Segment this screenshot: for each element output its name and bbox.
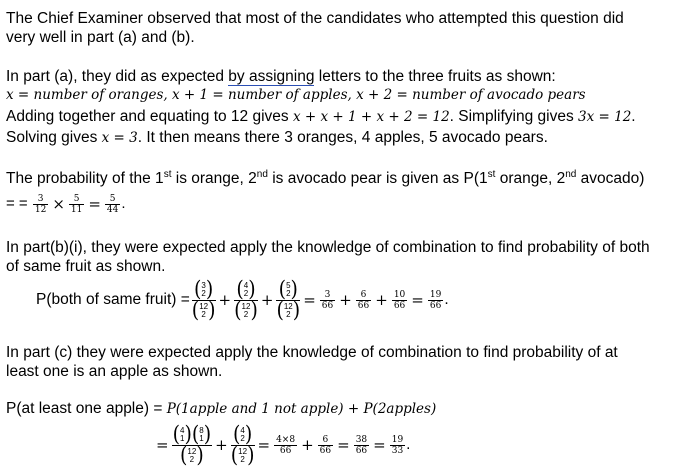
fraction-3-66 [320, 290, 335, 311]
part-a-line-1 [6, 67, 556, 86]
part-c-line-2: least one is an apple as shown. [6, 363, 223, 380]
prob-text-3: is avocado pear is given as P(1 [267, 170, 488, 187]
prob-text-4: orange, 2 [495, 170, 566, 187]
frac-num: 19 [391, 434, 404, 445]
equals-sign: = [337, 436, 350, 454]
end-period: . [444, 291, 449, 308]
part-a-text-1: In part (a), they did as expected [6, 68, 229, 85]
prob-text-2: is orange, 2 [171, 170, 257, 187]
frac-den: 66 [319, 445, 332, 456]
probability-line [6, 169, 644, 188]
binom-top: 4 [180, 426, 185, 436]
binom-fraction-4: ( 4 2 ) ( 12 2 ) [234, 275, 258, 323]
equals-sign: = [88, 195, 101, 214]
equals-sign: = [411, 291, 424, 309]
binom-top: 12 [187, 447, 197, 457]
apple-label: P(at least one apple) = [6, 400, 167, 417]
sup-nd-2: nd [565, 169, 577, 180]
solution-equation: x = 3 [101, 130, 138, 146]
plus-sign: + [375, 291, 388, 309]
part-a-text-2: letters to the three fruits as shown: [314, 68, 556, 85]
binom-top: 4 [243, 281, 249, 291]
same-fruit-label: P(both of same fruit) = [36, 291, 190, 308]
binom-fraction-3: ( 3 2 ) ( 12 2 ) [191, 275, 216, 323]
plus-sign: + [339, 291, 352, 309]
binom-top: 12 [238, 447, 248, 457]
binom-bottom: 1 [199, 434, 204, 444]
part-a-line-3 [6, 107, 636, 127]
binom-bottom: 2 [286, 310, 291, 320]
apple-expression: P(1apple and 1 not apple) + P(2apples) [166, 401, 437, 417]
equals-sign: = [156, 436, 169, 454]
end-period: . [121, 195, 126, 213]
binom-fraction-4-2: ( 4 2 ) ( 12 2 ) [230, 420, 255, 468]
adding-text: Adding together and equating to 12 gives [6, 108, 293, 125]
part-b-line-1: In part(b)(i), they were expected apply the knowledge of combination to find probability of both [6, 239, 650, 256]
frac-den: 66 [321, 300, 334, 311]
frac-num: 6 [356, 290, 371, 301]
plus-sign: + [301, 436, 314, 454]
frac-num: 6 [318, 435, 333, 446]
frac-num: 38 [355, 434, 368, 445]
binom-top: 3 [201, 281, 206, 291]
binom-bottom: 2 [240, 455, 245, 465]
prob-text-1: The probability of the 1 [6, 170, 164, 187]
binom-bottom: 2 [201, 289, 206, 299]
apple-probability-line [6, 399, 436, 419]
same-fruit-equation [36, 275, 449, 325]
intro-line-2: very well in part (a) and (b). [6, 29, 195, 46]
sup-st-1: st [163, 169, 172, 180]
frac-den: 66 [279, 445, 292, 456]
fraction-5-44 [105, 194, 120, 215]
plus-sign: + [260, 291, 274, 309]
underlined-phrase: by assigning [228, 68, 315, 85]
frac-den: 12 [34, 204, 47, 215]
intro-line-1: The Chief Examiner observed that most of the candidates who attempted this question did [6, 10, 624, 27]
plus-sign: + [215, 436, 228, 454]
frac-den: 66 [429, 300, 442, 311]
apple-equation [156, 420, 410, 470]
binom-fraction-5: ( 5 2 ) ( 12 2 ) [276, 275, 301, 323]
binom-bottom: 1 [180, 434, 185, 444]
fraction-6-66 [356, 290, 371, 311]
binom-bottom: 2 [240, 434, 245, 444]
equals-sign: = [303, 291, 316, 309]
frac-num: 5 [105, 194, 120, 205]
frac-den: 33 [391, 445, 404, 456]
fraction-38-66 [354, 435, 369, 456]
equals-sign: = [257, 436, 271, 454]
binom-top: 4 [240, 426, 245, 436]
frac-den: 44 [106, 204, 119, 215]
binom-bottom: 2 [189, 455, 195, 465]
fraction-4x8-66 [274, 435, 297, 456]
frac-num: 5 [69, 194, 84, 205]
binom-bottom: 2 [243, 310, 249, 320]
fraction-19-33 [390, 435, 405, 456]
prob-text-5: avocado) [576, 170, 645, 187]
sup-st-2: st [487, 169, 496, 180]
equals-sign: = [373, 436, 386, 454]
fraction-19-66 [428, 290, 443, 311]
binom-top: 12 [283, 302, 293, 312]
period: . [631, 108, 636, 125]
binom-top: 12 [241, 302, 251, 312]
probability-product [6, 191, 126, 217]
fraction-3-12 [33, 194, 48, 215]
fraction-6-66 [318, 435, 333, 456]
part-a-line-4 [6, 128, 548, 148]
double-equals: = = [6, 195, 28, 213]
simplify-text: . Simplifying gives [449, 108, 579, 125]
binom-top: 8 [199, 426, 204, 436]
end-period: . [406, 436, 411, 453]
times-sign: × [52, 195, 65, 214]
part-b-line-2: of same fruit as shown. [6, 258, 166, 275]
frac-den: 66 [355, 445, 368, 456]
frac-den: 66 [393, 300, 406, 311]
frac-num: 3 [33, 194, 48, 205]
binom-fraction-4-8: ( 4 1 )( 8 1 ) ( 12 2 ) [172, 420, 212, 468]
fraction-10-66 [392, 290, 407, 311]
binom-bottom: 2 [201, 310, 206, 320]
part-c-line-1: In part (c) they were expected apply the knowledge of combination to find probability of at [6, 344, 618, 361]
binom-top: 5 [286, 281, 291, 291]
binom-bottom: 2 [243, 289, 249, 299]
frac-den: 66 [357, 300, 370, 311]
simplified-equation: 3x = 12 [578, 109, 632, 125]
frac-num: 19 [429, 289, 442, 300]
plus-sign: + [218, 291, 232, 309]
binom-top: 12 [199, 302, 209, 312]
variable-definitions: x = number of oranges, x + 1 = number of apples, x + 2 = number of avocado pears [6, 87, 586, 103]
sum-equation: x + x + 1 + x + 2 = 12 [292, 109, 450, 125]
solving-text: Solving gives [6, 129, 102, 146]
binom-bottom: 2 [286, 289, 291, 299]
fraction-5-11 [69, 194, 84, 215]
fruit-count-text: . It then means there 3 oranges, 4 apples, 5 avocado pears. [137, 129, 548, 146]
frac-num: 4×8 [276, 434, 296, 445]
frac-num: 10 [393, 289, 406, 300]
sup-nd-1: nd [256, 169, 268, 180]
frac-num: 3 [320, 290, 335, 301]
frac-den: 11 [70, 204, 83, 215]
